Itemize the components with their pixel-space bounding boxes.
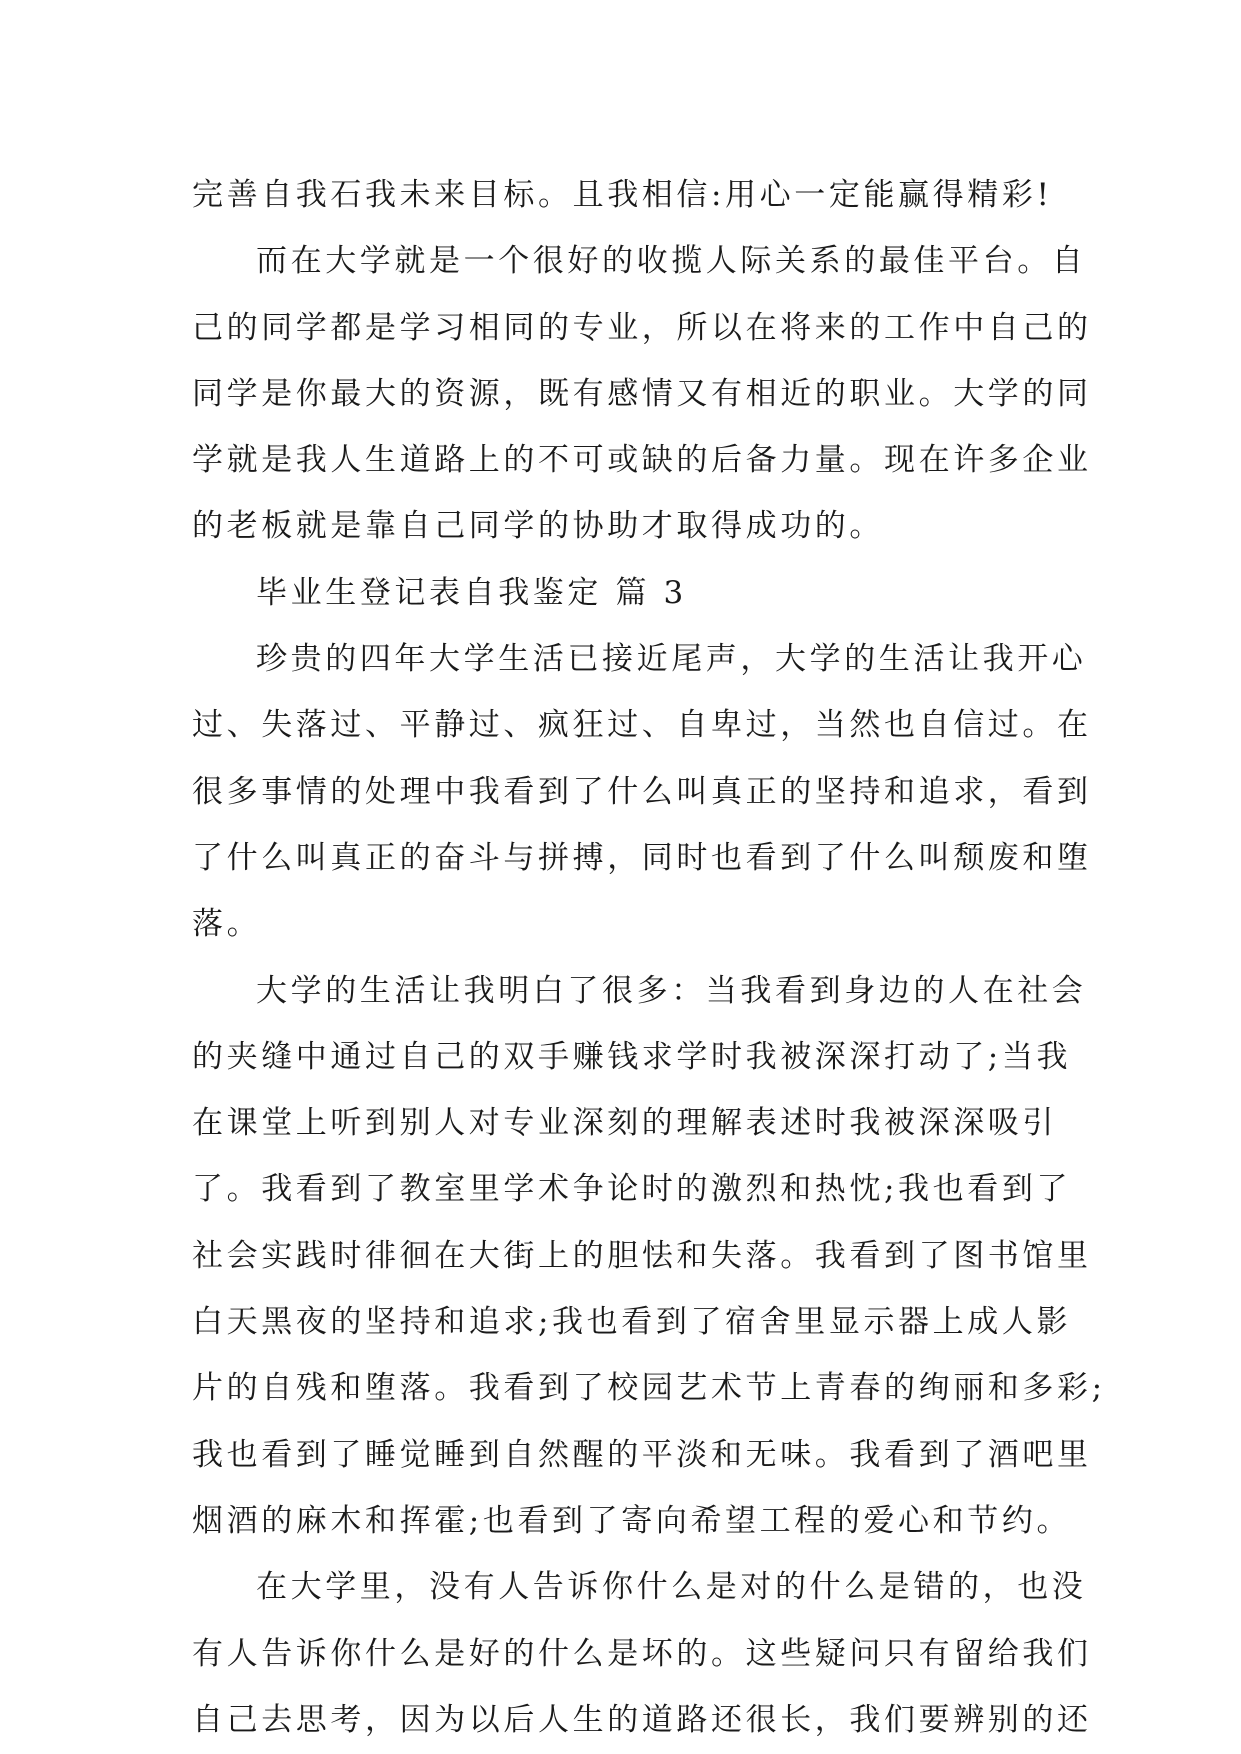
text-line: 在课堂上听到别人对专业深刻的理解表述时我被深深吸引 bbox=[192, 1105, 1057, 1142]
text-line: 过、失落过、平静过、疯狂过、自卑过，当然也自信过。在 bbox=[192, 707, 1092, 744]
text-line: 了。我看到了教室里学术争论时的激烈和热忱;我也看到了 bbox=[192, 1171, 1072, 1208]
text-line: 有人告诉你什么是好的什么是坏的。这些疑问只有留给我们 bbox=[192, 1635, 1092, 1672]
text-line: 自己去思考，因为以后人生的道路还很长，我们要辨别的还 bbox=[192, 1701, 1092, 1738]
text-line: 落。 bbox=[192, 906, 262, 943]
paragraph-first-line: 而在大学就是一个很好的收揽人际关系的最佳平台。自 bbox=[256, 243, 1087, 280]
text-line: 的老板就是靠自己同学的协助才取得成功的。 bbox=[192, 508, 884, 545]
text-line: 了什么叫真正的奋斗与拼搏，同时也看到了什么叫颓废和堕 bbox=[192, 839, 1092, 876]
text-line: 片的自残和堕落。我看到了校园艺术节上青春的绚丽和多彩; bbox=[192, 1370, 1106, 1407]
text-line: 己的同学都是学习相同的专业，所以在将来的工作中自己的 bbox=[192, 309, 1092, 346]
text-line: 的夹缝中通过自己的双手赚钱求学时我被深深打动了;当我 bbox=[192, 1038, 1072, 1075]
text-line: 同学是你最大的资源，既有感情又有相近的职业。大学的同 bbox=[192, 375, 1092, 412]
text-line: 很多事情的处理中我看到了什么叫真正的坚持和追求，看到 bbox=[192, 773, 1092, 810]
text-line: 完善自我石我未来目标。且我相信:用心一定能赢得精彩! bbox=[192, 177, 1053, 213]
document-body bbox=[192, 162, 1106, 1753]
section-heading: 毕业生登记表自我鉴定 篇 3 bbox=[256, 574, 687, 611]
text-line: 烟酒的麻木和挥霍;也看到了寄向希望工程的爱心和节约。 bbox=[192, 1502, 1072, 1539]
paragraph-first-line: 大学的生活让我明白了很多：当我看到身边的人在社会 bbox=[256, 972, 1087, 1009]
text-line: 社会实践时徘徊在大街上的胆怯和失落。我看到了图书馆里 bbox=[192, 1237, 1092, 1274]
text-line: 我也看到了睡觉睡到自然醒的平淡和无味。我看到了酒吧里 bbox=[192, 1436, 1092, 1473]
text-line: 学就是我人生道路上的不可或缺的后备力量。现在许多企业 bbox=[192, 442, 1092, 479]
paragraph-first-line: 在大学里，没有人告诉你什么是对的什么是错的，也没 bbox=[256, 1569, 1087, 1606]
paragraph-first-line: 珍贵的四年大学生活已接近尾声，大学的生活让我开心 bbox=[256, 641, 1087, 678]
text-line: 白天黑夜的坚持和追求;我也看到了宿舍里显示器上成人影 bbox=[192, 1304, 1072, 1341]
